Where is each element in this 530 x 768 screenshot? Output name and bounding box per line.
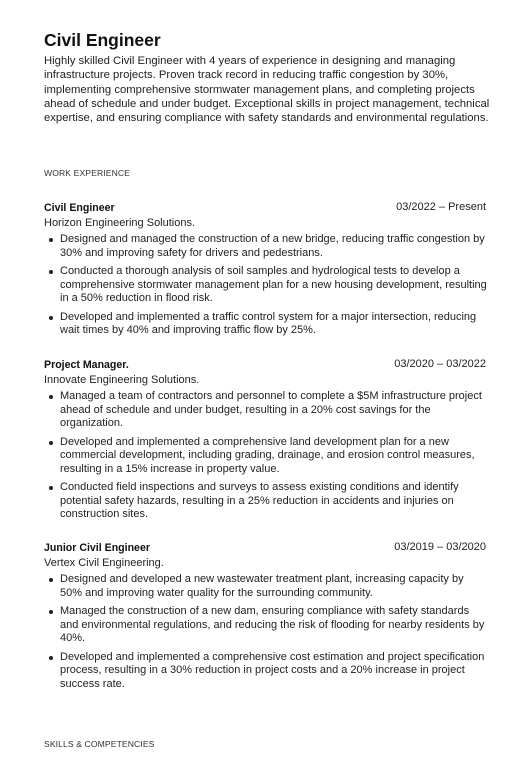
job-bullet: Developed and implemented a traffic control system for a major intersection, reducing wait times by 40% and improving traffic flow by 25%. bbox=[44, 311, 488, 338]
professional-summary: Highly skilled Civil Engineer with 4 years of experience in designing and managing infrastructure projects. Proven track record in reducing traffic congestion by 30%, implementing comprehensive stormwater management plans, and completing projects ahead of schedule and under budget. Exceptional skills in project management, technical expertise, and ensuring compliance with safety standards and environmental regulations. bbox=[44, 55, 490, 125]
job-dates: 03/2022 – Present bbox=[396, 201, 486, 213]
job-bullet-list bbox=[44, 573, 488, 691]
section-title-skills: SKILLS & COMPETENCIES bbox=[44, 739, 155, 749]
company-name: Vertex Civil Engineering. bbox=[44, 557, 164, 569]
job-bullet: Developed and implemented a comprehensive cost estimation and project specification process, resulting in a 30% reduction in project costs and a 20% increase in project success rate. bbox=[44, 651, 488, 692]
job-bullet: Conducted a thorough analysis of soil samples and hydrological tests to develop a comprehensive stormwater management plan for a new housing development, resulting in a 50% reduction in flood risk. bbox=[44, 265, 488, 306]
job-bullet-list bbox=[44, 390, 488, 522]
job-dates: 03/2020 – 03/2022 bbox=[394, 358, 486, 370]
job-bullet: Managed a team of contractors and personnel to complete a $5M infrastructure project ahead of schedule and under budget, resulting in a 20% cost savings for the organization. bbox=[44, 390, 488, 431]
job-header bbox=[44, 542, 488, 556]
company-name: Horizon Engineering Solutions. bbox=[44, 217, 196, 229]
job-bullet-list bbox=[44, 233, 488, 338]
job-bullet: Developed and implemented a comprehensive land development plan for a new commercial development, including grading, drainage, and erosion control measures, resulting in a 15% increase in property value. bbox=[44, 436, 488, 477]
job-header bbox=[44, 359, 488, 373]
job-title: Civil Engineer bbox=[44, 202, 115, 214]
job-entry bbox=[44, 359, 488, 527]
resume-title: Civil Engineer bbox=[44, 30, 161, 50]
job-title: Project Manager. bbox=[44, 359, 129, 371]
job-entry bbox=[44, 542, 488, 696]
job-bullet: Designed and developed a new wastewater treatment plant, increasing capacity by 50% and improving water quality for the surrounding community. bbox=[44, 573, 488, 600]
job-bullet: Managed the construction of a new dam, ensuring compliance with safety standards and environmental regulations, and reducing the risk of flooding for nearby residents by 40%. bbox=[44, 605, 488, 646]
job-header bbox=[44, 202, 488, 216]
section-title-work-experience: WORK EXPERIENCE bbox=[44, 168, 131, 178]
job-bullet: Conducted field inspections and surveys to assess existing conditions and identify potential safety hazards, resulting in a 25% reduction in accidents and injuries on construction sites. bbox=[44, 481, 488, 522]
job-title: Junior Civil Engineer bbox=[44, 542, 150, 554]
job-entry bbox=[44, 202, 488, 343]
company-name: Innovate Engineering Solutions. bbox=[44, 374, 200, 386]
job-dates: 03/2019 – 03/2020 bbox=[394, 541, 486, 553]
job-bullet: Designed and managed the construction of a new bridge, reducing traffic congestion by 30% and improving safety for drivers and pedestrians. bbox=[44, 233, 488, 260]
